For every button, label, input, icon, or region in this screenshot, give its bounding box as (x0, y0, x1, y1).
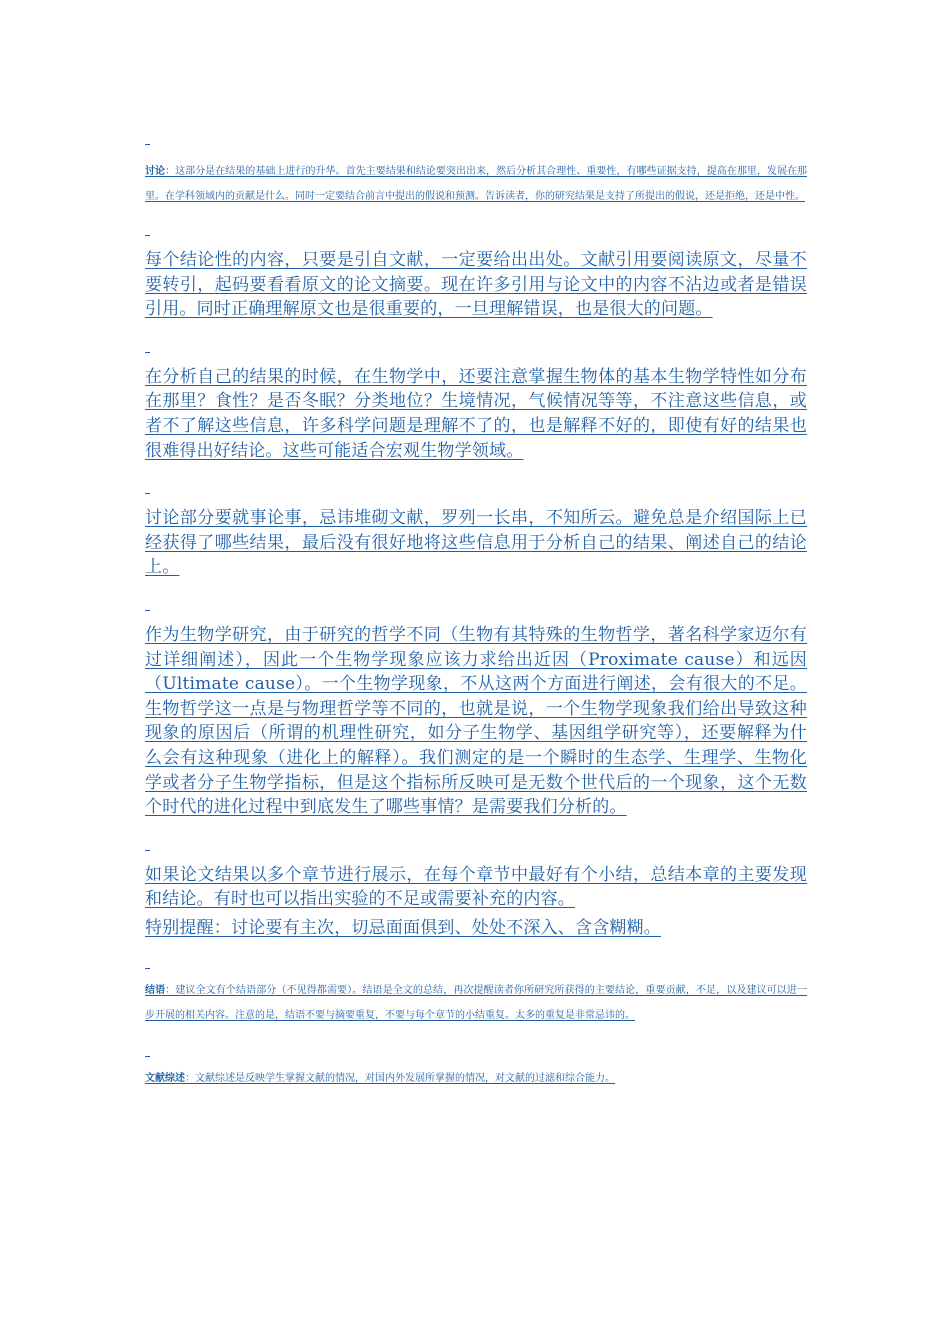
paragraph-causation: 作为生物学研究，由于研究的哲学不同（生物有其特殊的生物哲学，著名科学家迈尔有过详细阐述），因此一个生物学现象应该力求给出近因（Proximate cause）和远因（Ultimate cause）。一个生物学现象，不从这两个方面进行阐述，会有很大的不足。生物哲学这一点是与物理哲学等不同的，也就是说，一个生物学现象我们给出导致这种现象的原因后（所谓的机理性研究，如分子生物学、基因组学研究等），还要解释为什么会有这种现象（进化上的解释）。我们测定的是一个瞬时的生态学、生理学、生物化学或者分子生物学指标，但是这个指标所反映可是无数个世代后的一个现象，这个无数个时代的进化过程中到底发生了哪些事情？是需要我们分析的。 (145, 624, 807, 818)
literature-review-section (145, 1067, 807, 1092)
literature-review-label: 文献综述 (145, 1073, 185, 1085)
discussion-text: ：这部分是在结果的基础上进行的升华。首先主要结果和结论要突出出来，然后分析其合理性、重要性，有哪些证据支持，提高在那里，发展在那里。在学科领域内的贡献是什么。同时一定要结合前言中提出的假说和预测。告诉读者，你的研究结果是支持了所提出的假说，还是拒绝，还是中性。 (145, 166, 807, 202)
literature-review-text: ：文献综述是反映学生掌握文献的情况，对国内外发展所掌握的情况，对文献的过滤和综合能力。 (185, 1073, 615, 1085)
document-page (145, 130, 807, 1092)
paragraph-marker (145, 968, 150, 969)
conclusion-text: ：建议全文有个结语部分（不见得都需要）。结语是全文的总结，再次提醒读者你所研究所获得的主要结论，重要贡献，不足，以及建议可以进一步开展的相关内容。注意的是，结语不要与摘要重复，不要与每个章节的小结重复。太多的重复是非常忌讳的。 (145, 985, 808, 1021)
paragraph-chapter-summary: 如果论文结果以多个章节进行展示，在每个章节中最好有个小结，总结本章的主要发现和结论。有时也可以指出实验的不足或需要补充的内容。 (145, 864, 807, 910)
paragraph-marker (145, 352, 150, 353)
conclusion-label: 结语 (145, 985, 166, 997)
paragraph-marker (145, 493, 150, 494)
special-reminder: 特别提醒：讨论要有主次，切忌面面俱到、处处不深入、含含糊糊。 (145, 917, 661, 938)
conclusion-section (145, 979, 807, 1028)
paragraph-marker (145, 850, 150, 851)
paragraph-citation: 每个结论性的内容，只要是引自文献，一定要给出出处。文献引用要阅读原文，尽量不要转引，起码要看看原文的论文摘要。现在许多引用与论文中的内容不沾边或者是错误引用。同时正确理解原文也是很重要的，一旦理解错误，也是很大的问题。 (145, 250, 807, 320)
paragraph-marker (145, 235, 150, 236)
paragraph-marker (145, 144, 150, 145)
discussion-label: 讨论 (145, 166, 166, 177)
paragraph-marker (145, 1056, 150, 1057)
discussion-section (145, 160, 807, 209)
paragraph-focus: 讨论部分要就事论事，忌讳堆砌文献，罗列一长串，不知所云。避免总是介绍国际上已经获得了哪些结果，最后没有很好地将这些信息用于分析自己的结果、阐述自己的结论上。 (145, 508, 807, 578)
paragraph-marker (145, 610, 150, 611)
paragraph-biology-traits: 在分析自己的结果的时候，在生物学中，还要注意掌握生物体的基本生物学特性如分布在那里？食性？是否冬眠？分类地位？生境情况，气候情况等等，不注意这些信息，或者不了解这些信息，许多科学问题是理解不了的，也是解释不好的，即使有好的结果也很难得出好结论。这些可能适合宏观生物学领域。 (145, 366, 807, 461)
